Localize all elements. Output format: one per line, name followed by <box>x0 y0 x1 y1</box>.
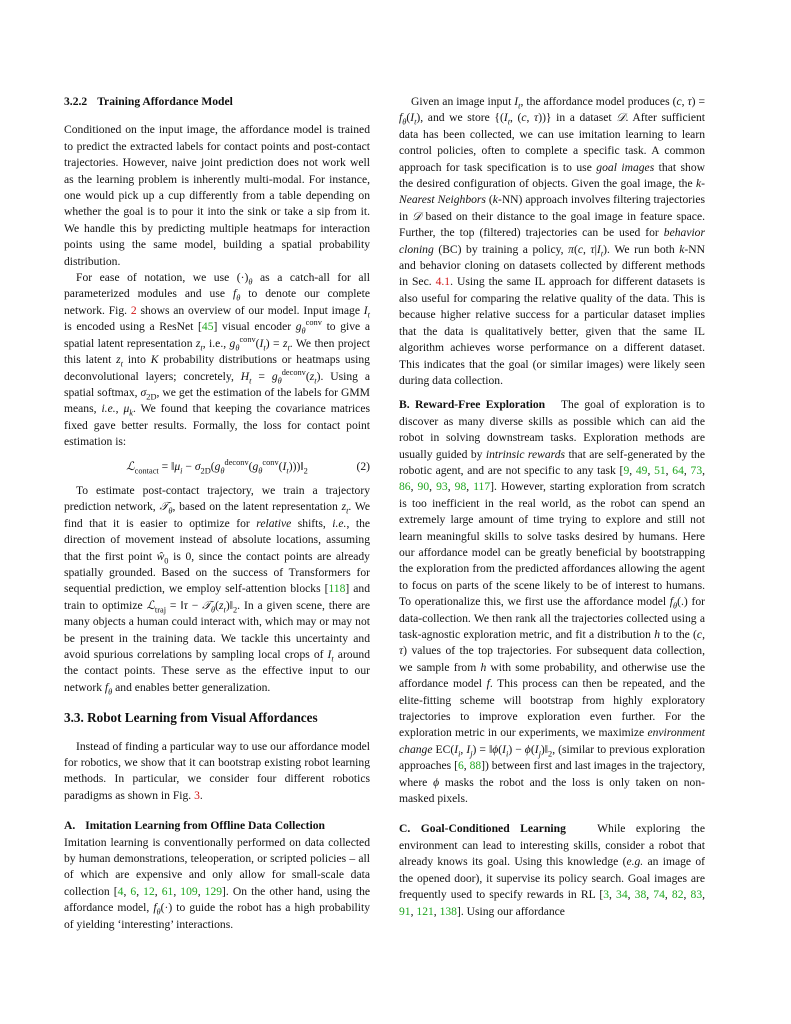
paragraph-instead: Instead of finding a particular way to use our affordance model for robotics, we show that it can bootstrap existing robot learning methods. In particular, we consider four different robotics paradigms as shown in Fig. 3. <box>64 739 370 802</box>
citation-link[interactable]: 12 <box>143 884 155 898</box>
run-in-heading-c: C. Goal-Conditioned Learning <box>399 822 566 836</box>
citation-link[interactable]: 93 <box>436 480 448 494</box>
citation-link[interactable]: 64 <box>672 463 684 477</box>
citation-link[interactable]: 74 <box>653 888 665 902</box>
citation-link[interactable]: 98 <box>454 480 467 494</box>
citation-link[interactable]: 38 <box>634 888 647 902</box>
paragraph-text: Conditioned on the input image, the affordance model is trained to predict the extracted labels for contact points and post-contact trajectories. However, naive joint prediction does not work well as the learning problem is inherently multi-modal. For instance, one would pick up a cup differently from a table depending on whether the goal is to pour it into the sink or take a sip from it. We handle this by predicting multiple heatmaps for interaction points using the same model, building a spatial probability distribution. <box>64 123 370 268</box>
figure-reference[interactable]: 3 <box>194 788 200 802</box>
run-in-heading-a: A. Imitation Learning from Offline Data Collection <box>64 819 325 833</box>
citation-link[interactable]: 4 <box>117 884 124 898</box>
citation-link[interactable]: 91 <box>399 904 411 918</box>
right-column <box>399 94 705 920</box>
citation-link[interactable]: 121 <box>416 904 434 918</box>
citation-link[interactable]: 73 <box>690 463 703 477</box>
citation-link[interactable]: 51 <box>654 463 666 477</box>
left-column <box>64 94 370 933</box>
equation-contact-loss: ℒ$_{contact}$ = $‖\mu_i$ − $\sigma_{2D}(g_\theta^{deconv}(g_\theta^{conv}(I_t)))‖_2$ (2) <box>126 457 370 475</box>
citation-link[interactable]: 118 <box>328 582 346 596</box>
citation-link[interactable]: 109 <box>180 884 198 898</box>
paragraph-given-image: Given an image input $I_t$, the affordance model produces (c, $\tau) = f_\theta(I_t)$, and we store {($I_t$, (c, τ))} in a dataset 𝒟. After sufficient data has been collected, we can use imitation learning to learn control policies, often to complete a specific task. A common approach for task specification is to use goal images that show the desired configuration of objects. Given the goal image, the k-Nearest Neighbors (k-NN) approach involves filtering trajectories in 𝒟 based on their distance to the goal image in feature space. Further, the top (filtered) trajectories can be used for behavior cloning (BC) by training a policy, π(c, $\tau|I_t$). We run both k-NN and behavior cloning on datasets collected by different methods in Sec. 4.1. Using the same IL approach for different datasets is also useful for comparing the relative quality of the data. This is because higher relative success for a particular dataset implies that the data is qualitatively better, given that the same IL algorithm achieves worse performance on a different dataset. This indicates that the goal (or similar images) were likely seen during data collection. <box>399 95 706 387</box>
subsection-title: Training Affordance Model <box>97 95 233 108</box>
citation-link[interactable]: 138 <box>439 904 457 918</box>
figure-reference[interactable]: 2 <box>130 303 137 317</box>
citation-link[interactable]: 88 <box>469 759 482 773</box>
subsection-number: 3.2.2 <box>64 95 88 108</box>
paragraph-imitation: A. Imitation Learning from Offline Data Collection Imitation learning is conventionally performed on data collected by human demonstrations, teleoperation, or scripted policies – all of which are expensive and only allow for small-scale data collection [4, 6, 12, 61, 109, 129]. On the other hand, using the affordance model, $f_\theta(\cdot)$ to guide the robot has a high probability of yielding ‘interesting’ interactions. <box>64 819 371 931</box>
subsection-heading <box>64 94 370 110</box>
paragraph-goal-conditioned: C. Goal-Conditioned Learning While exploring the environment can lead to interesting skills, consider a robot that already knows its goal. Using this knowledge (e.g. an image of the opened door), it supervise its policy search. Goal images are frequently used to specify rewards in RL [3, 34, 38, 74, 82, 83, 91, 121, 138]. Using our affordance <box>399 822 706 918</box>
citation-link[interactable]: 34 <box>616 888 628 902</box>
citation-link[interactable]: 9 <box>623 463 630 477</box>
citation-link[interactable]: 129 <box>204 884 223 898</box>
citation-link[interactable]: 6 <box>457 759 464 773</box>
equation-number: (2) <box>356 459 370 473</box>
run-in-heading-b: B. Reward-Free Exploration <box>399 398 546 412</box>
citation-link[interactable]: 61 <box>161 884 174 898</box>
citation-link[interactable]: 117 <box>473 480 491 494</box>
paragraph-exploration: B. Reward-Free Exploration The goal of exploration is to discover as many diverse skills as possible which can aid the robot in solving downstream tasks. Exploration methods are usually guided by intrinsic rewards that are self-generated by the robotic agent, and are not specific to any task [9, 49, 51, 64, 73, 86, 90, 93, 98, 117]. However, starting exploration from scratch is too inefficient in the real world, as the robot can spend an extremely large amount of time trying to explore and still not learn meaningful skills to solve tasks desired by humans. Here our affordance model can be greatly beneficial by bootstrapping the exploration from the predicted affordances allowing the agent to focus on parts of the scene likely to be of interest to humans. To operationalize this, we first use the affordance model $f_\theta(.)$ for data-collection. We then rank all the trajectories collected using a task-agnostic exploration metric, and fit a distribution h to the (c, τ) values of the top trajectories. For subsequent data collection, we sample from h with some probability, and otherwise use the affordance model f. This process can then be repeated, and the elite-fitting scheme will bootstrap from highly exploratory trajectories to improve exploration even further. For the exploration metric in our experiments, we maximize environment change $EC(I_i$, $I_j$) = $‖\phi(I_i)$ − $\phi(I_j)‖_2$, (similar to previous exploration approaches [6, 88]) between first and last images in the trajectory, where ϕ masks the robot and the loss is only taken on non-masked pixels. <box>399 398 706 806</box>
citation-link[interactable]: 45 <box>201 320 214 334</box>
citation-link[interactable]: 86 <box>399 480 411 494</box>
citation-link[interactable]: 83 <box>690 888 703 902</box>
citation-link[interactable]: 6 <box>130 884 137 898</box>
section-reference[interactable]: 4.1 <box>435 275 451 289</box>
citation-link[interactable]: 49 <box>635 463 648 477</box>
citation-link[interactable]: 90 <box>417 480 430 494</box>
citation-link[interactable]: 82 <box>671 888 684 902</box>
citation-link[interactable]: 3 <box>603 888 610 902</box>
section-heading: 3.3. Robot Learning from Visual Affordances <box>64 710 318 726</box>
paragraph-trajectory: To estimate post-contact trajectory, we train a trajectory prediction network, 𝒯$_\theta$, based on the latent representation $z_t$. We find that it is easier to optimize for relative shifts, i.e., the direction of movement instead of absolute locations, assuming that the first point $ŵ_0$ is 0, since the contact points are already spatially grounded. Based on the success of Transformers for sequential prediction, we employ self-attention blocks [118] and train to optimize ℒ$_{traj}$ = ‖τ − $𝒯_\theta(z_t)‖_2$. In a given scene, there are many objects a human could interact with, which may or may not be present in the training data. We tackle this uncertainty and avoid spurious correlations by sampling local crops of $I_t$ around the contact points. These serve as the effective input to our network $f_\theta$ and enables better generalization. <box>64 483 371 697</box>
paragraph-notation: For ease of notation, we use $(\cdot)_\theta$ as a catch-all for all parameterized modules and use $f_\theta$ to denote our complete network. Fig. 2 shows an overview of our model. Input image $I_t$ is encoded using a ResNet [45] visual encoder $g_\theta^{conv}$ to give a spatial latent representation $z_t$, i.e., $g_\theta^{conv}(I_t) = z_t$. We then project this latent $z_t$ into K probability distributions or heatmaps using deconvolutional layers; concretely, $H_t = g_\theta^{deconv}(z_t)$. Using a spatial softmax, $\sigma_{2D}$, we get the estimation of the labels for GMM means, i.e., $\mu_k$. We found that keeping the covariance matrices fixed gave better results. Formally, the loss for contact point estimation is: <box>64 271 371 449</box>
paragraph-conditioned <box>64 122 370 270</box>
